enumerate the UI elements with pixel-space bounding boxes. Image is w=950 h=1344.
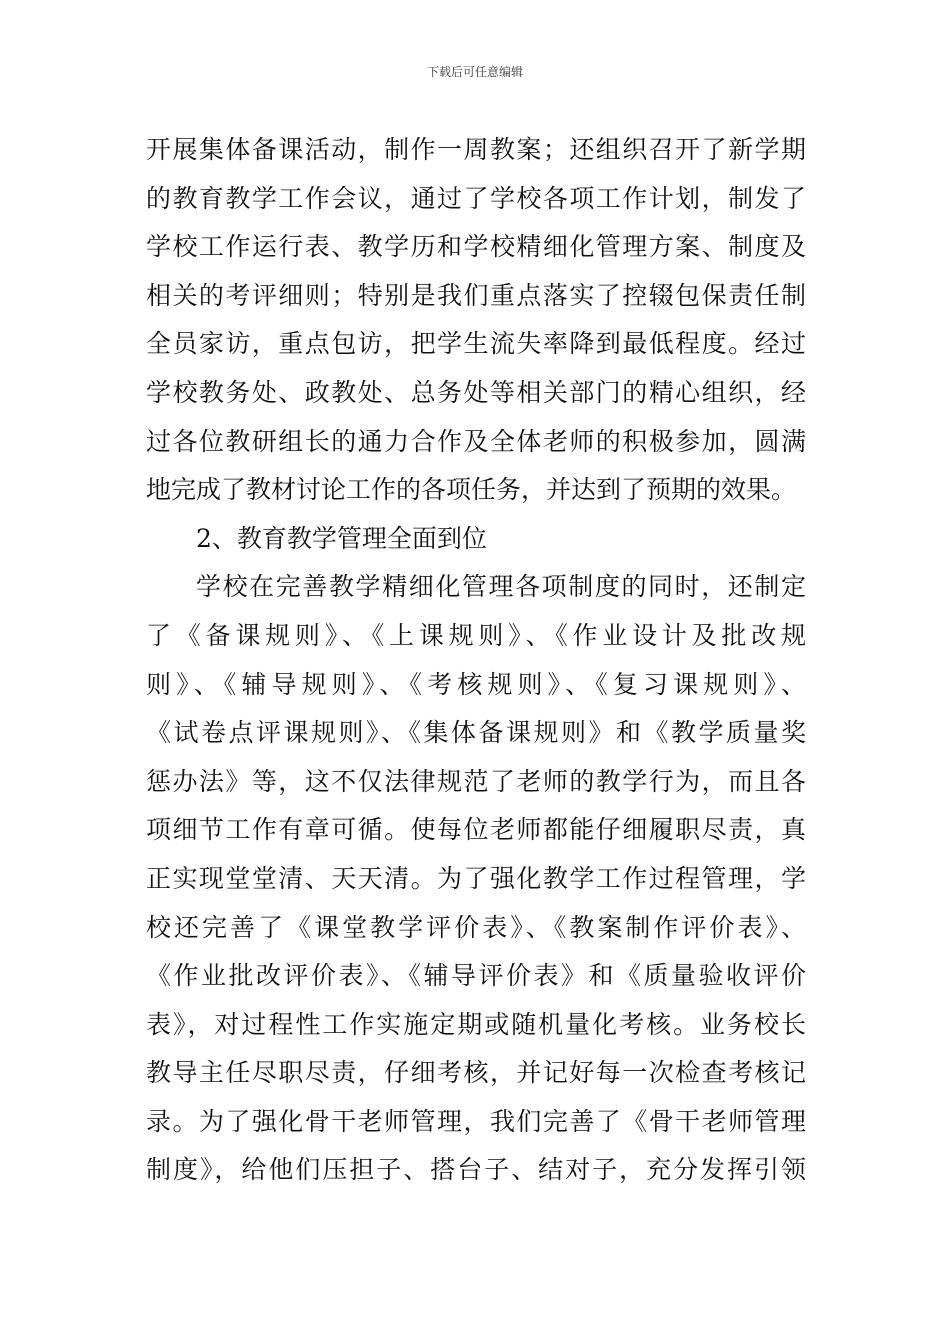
section-heading: 2、教育教学管理全面到位: [196, 523, 487, 553]
text-line: 录。为了强化骨干老师管理，我们完善了《骨干老师管理: [146, 1106, 806, 1136]
text-line: 正实现堂堂清、天天清。为了强化教学工作过程管理，学: [146, 863, 806, 893]
text-line: 过各位教研组长的通力合作及全体老师的积极参加，圆满: [146, 426, 806, 456]
text-line: 地完成了教材讨论工作的各项任务，并达到了预期的效果。: [146, 475, 797, 505]
text-line: 的教育教学工作会议，通过了学校各项工作计划，制发了: [146, 183, 806, 213]
text-line: 项细节工作有章可循。使每位老师都能仔细履职尽责，真: [146, 815, 806, 845]
text-line: 学校教务处、政教处、总务处等相关部门的精心组织，经: [146, 377, 806, 407]
text-line: 相关的考评细则；特别是我们重点落实了控辍包保责任制: [146, 280, 806, 310]
text-line: 则》、《辅导规则》、《考核规则》、《复习课规则》、: [146, 669, 806, 699]
text-line: 了《备课规则》、《上课规则》、《作业设计及批改规: [146, 620, 806, 650]
text-line: 《作业批改评价表》、《辅导评价表》和《质量验收评价: [146, 961, 806, 991]
page-header-note: 下载后可任意编辑: [426, 65, 523, 79]
text-line: 校还完善了《课堂教学评价表》、《教案制作评价表》、: [146, 912, 806, 942]
text-line: 《试卷点评课规则》、《集体备课规则》和《教学质量奖: [146, 718, 806, 748]
text-line: 开展集体备课活动，制作一周教案；还组织召开了新学期: [146, 135, 806, 164]
text-line: 惩办法》等，这不仅法律规范了老师的教学行为，而且各: [146, 766, 806, 796]
text-line: 学校工作运行表、教学历和学校精细化管理方案、制度及: [146, 232, 806, 262]
text-line: 全员家访，重点包访，把学生流失率降到最低程度。经过: [146, 329, 806, 359]
document-body: [146, 126, 806, 1195]
text-line: 表》，对过程性工作实施定期或随机量化考核。业务校长: [146, 1009, 806, 1039]
text-line: 制度》，给他们压担子、搭台子、结对子，充分发挥引领: [146, 1155, 806, 1185]
paragraph-first-line: 学校在完善教学精细化管理各项制度的同时，还制定: [196, 572, 806, 602]
text-line: 教导主任尽职尽责，仔细考核，并记好每一次检查考核记: [146, 1058, 806, 1088]
